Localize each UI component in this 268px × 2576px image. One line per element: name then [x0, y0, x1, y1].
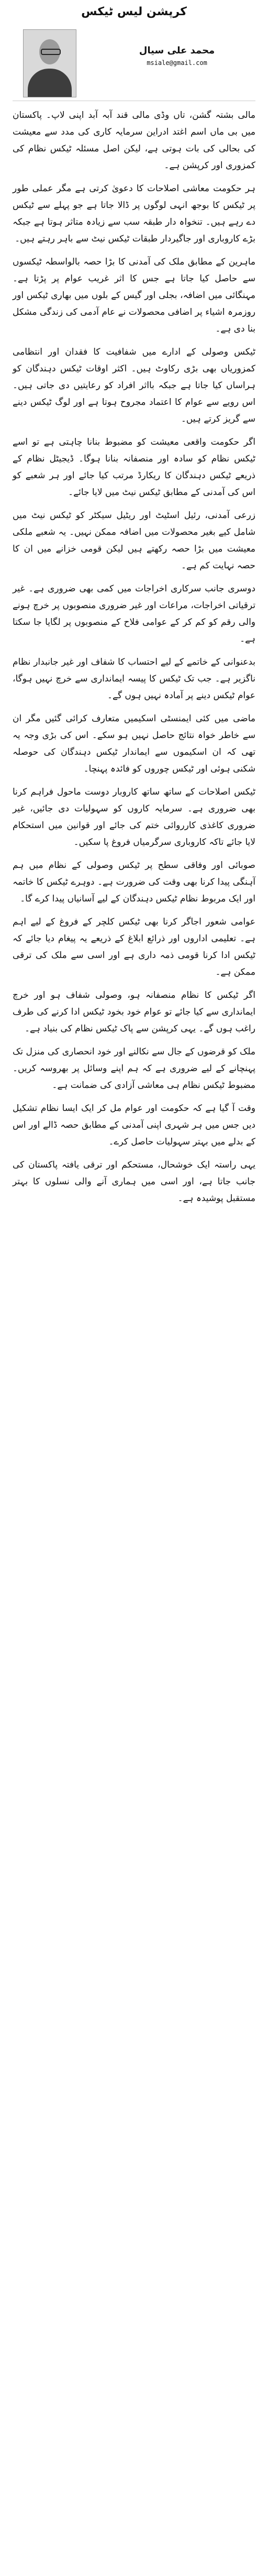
- article-paragraph: ہر حکومت معاشی اصلاحات کا دعویٰ کرتی ہے مگر عملی طور پر ٹیکس کا بوجھ انہی لوگوں پر ڈالا جاتا ہے جو پہلے سے ٹیکس دے رہے ہیں۔ تنخواہ دار طبقہ سب سے زیادہ متاثر ہوتا ہے جبکہ بڑے کاروباری اور جاگیردار طبقات ٹیکس نیٹ سے باہر رہتے ہیں۔: [13, 183, 255, 244]
- article-paragraph: ملک کو قرضوں کے جال سے نکالنے اور خود انحصاری کی منزل تک پہنچانے کے لیے ضروری ہے کہ ہم اپنے وسائل پر بھروسہ کریں۔ مضبوط ٹیکس نظام ہی معاشی آزادی کی ضمانت ہے۔: [13, 1047, 255, 1091]
- article-paragraph: اگر ٹیکس کا نظام منصفانہ ہو، وصولی شفاف ہو اور خرچ ایمانداری سے کیا جائے تو عوام خود بخود ٹیکس ادا کرنے کی طرف راغب ہوں گے۔ یہی کرپشن سے پاک ٹیکس نظام کی بنیاد ہے۔: [13, 990, 255, 1034]
- author-name: محمد علی سیال: [139, 45, 215, 56]
- author-photo: [23, 29, 76, 97]
- article-paragraph: ٹیکس وصولی کے ادارے میں شفافیت کا فقدان اور انتظامی کمزوریاں بھی بڑی رکاوٹ ہیں۔ اکثر اوقات ٹیکس دہندگان کو ہراساں کیا جاتا ہے جبکہ بااثر افراد کو رعایتیں دی جاتی ہیں۔ اس رویے سے عوام کا اعتماد مجروح ہوتا ہے اور لوگ ٹیکس دینے سے گریز کرتے ہیں۔: [13, 347, 255, 424]
- page-title: کرپشن لیس ٹیکس: [81, 5, 187, 18]
- article-paragraph: بدعنوانی کے خاتمے کے لیے احتساب کا شفاف اور غیر جانبدار نظام ناگزیر ہے۔ جب تک ٹیکس کا پیسہ ایمانداری سے خرچ نہیں ہوگا، عوام ٹیکس دینے پر آمادہ نہیں ہوں گے۔: [13, 657, 255, 701]
- article-paragraph: دوسری جانب سرکاری اخراجات میں کمی بھی ضروری ہے۔ غیر ترقیاتی اخراجات، مراعات اور غیر ضروری منصوبوں پر خرچ ہونے والی رقم کو کم کر کے عوامی فلاح کے منصوبوں پر لگایا جا سکتا ہے۔: [13, 584, 255, 644]
- byline: [98, 45, 255, 67]
- author-photo-body: [28, 69, 72, 97]
- author-email: msiale@gmail.com: [147, 59, 207, 67]
- article-body: [13, 107, 255, 1213]
- article-paragraph: صوبائی اور وفاقی سطح پر ٹیکس وصولی کے نظام میں ہم آہنگی پیدا کرنا بھی وقت کی ضرورت ہے۔ دوہرے ٹیکس کا خاتمہ اور ایک مربوط نظام ٹیکس دہندگان کے لیے آسانیاں پیدا کرے گا۔: [13, 860, 255, 904]
- article-paragraph: ماہرین کے مطابق ملک کی آمدنی کا بڑا حصہ بالواسطہ ٹیکسوں سے حاصل کیا جاتا ہے جس کا اثر غریب عوام پر پڑتا ہے۔ مہنگائی میں اضافہ، بجلی اور گیس کے بلوں میں بھاری ٹیکس اور روزمرہ اشیاء پر اضافی محصولات نے عام آدمی کی زندگی مشکل بنا دی ہے۔: [13, 257, 255, 334]
- article-paragraph: عوامی شعور اجاگر کرنا بھی ٹیکس کلچر کے فروغ کے لیے اہم ہے۔ تعلیمی اداروں اور ذرائع ابلاغ کے ذریعے یہ پیغام دیا جائے کہ ٹیکس ادا کرنا قومی ذمہ داری ہے اور اسی سے ملک کی ترقی ممکن ہے۔: [13, 917, 255, 977]
- article-paragraph: یہی راستہ ایک خوشحال، مستحکم اور ترقی یافتہ پاکستان کی جانب جاتا ہے، اور اسی میں ہماری آنے والی نسلوں کا بہتر مستقبل پوشیدہ ہے۔: [13, 1160, 255, 1204]
- article-paragraph: زرعی آمدنی، رئیل اسٹیٹ اور ریٹیل سیکٹر کو ٹیکس نیٹ میں شامل کیے بغیر محصولات میں اضافہ ممکن نہیں۔ یہ شعبے ملکی معیشت میں بڑا حصہ رکھتے ہیں لیکن قومی خزانے میں ان کا حصہ نہایت کم ہے۔: [13, 510, 255, 571]
- article-paragraph: اگر حکومت واقعی معیشت کو مضبوط بنانا چاہتی ہے تو اسے ٹیکس نظام کو سادہ اور منصفانہ بنانا ہوگا۔ ڈیجیٹل نظام کے ذریعے ٹیکس دہندگان کا ریکارڈ مرتب کیا جائے اور ہر شعبے کو اس کی آمدنی کے مطابق ٹیکس نیٹ میں لایا جائے۔: [13, 437, 255, 498]
- article-paragraph: مالی بشتہ گشن، تاں وڈی مالی قند آبہ آبد اپنی لاپ۔ پاکستان میں بی ماں اسم اغتد ادراین سرمایہ کاری کی مدد سے معیشت کی بحالی کی بات ہوتی ہے، لیکن اصل مسئلہ ٹیکس نظام کی کمزوری اور کرپشن ہے۔: [13, 110, 255, 171]
- article-paragraph: ماضی میں کئی ایمنسٹی اسکیمیں متعارف کرائی گئیں مگر ان سے خاطر خواہ نتائج حاصل نہیں ہو سکے۔ اس کی بڑی وجہ یہ تھی کہ ان اسکیموں سے ایماندار ٹیکس دہندگان کی حوصلہ شکنی ہوئی اور ٹیکس چوروں کو فائدہ پہنچا۔: [13, 713, 255, 774]
- article-paragraph: وقت آ گیا ہے کہ حکومت اور عوام مل کر ایک ایسا نظام تشکیل دیں جس میں ہر شہری اپنی آمدنی کے مطابق حصہ ڈالے اور اس کے بدلے میں بہتر سہولیات حاصل کرے۔: [13, 1103, 255, 1147]
- author-photo-glasses: [41, 49, 61, 55]
- article-paragraph: ٹیکس اصلاحات کے ساتھ ساتھ کاروبار دوست ماحول فراہم کرنا بھی ضروری ہے۔ سرمایہ کاروں کو سہولیات دی جائیں، غیر ضروری کاغذی کارروائی ختم کی جائے اور قوانین میں استحکام لایا جائے تاکہ کاروباری سرگرمیاں فروغ پا سکیں۔: [13, 787, 255, 847]
